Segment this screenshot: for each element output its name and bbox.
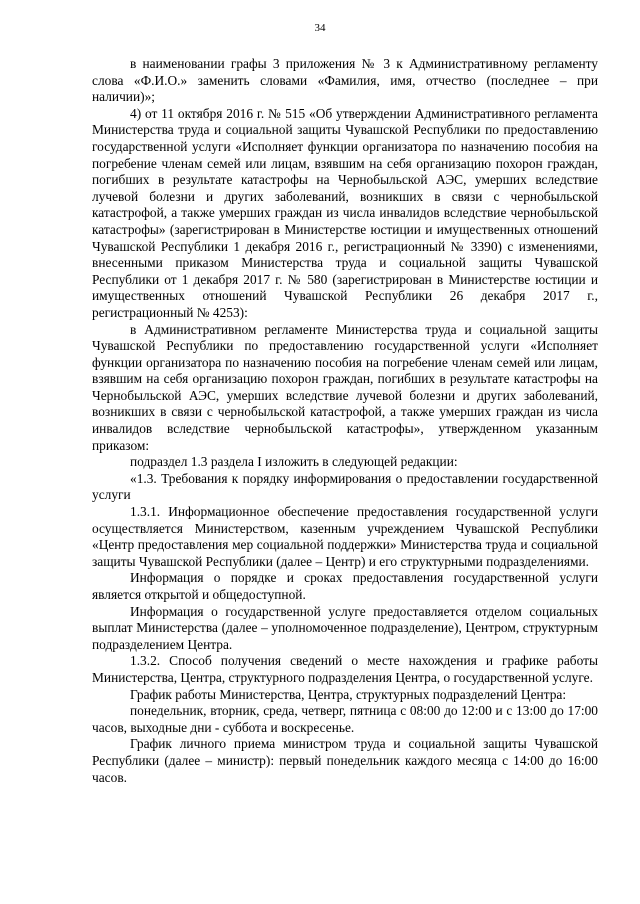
paragraph-1-3-2: 1.3.2. Способ получения сведений о месте нахождения и графике работы Министерства, Центра, структурного подразделения Центра, о государственной услуге. (92, 653, 598, 685)
document-body (92, 56, 598, 786)
page-number: 34 (314, 22, 326, 34)
paragraph-requirements-heading: «1.3. Требования к порядку информирования о предоставлении государственной услуги (92, 470, 598, 503)
paragraph-column-name-change: в наименовании графы 3 приложения № 3 к Административному регламенту слова «Ф.И.О.» заменить словами «Фамилия, имя, отчество (последнее – при наличии)»; (92, 56, 598, 105)
paragraph-work-schedule: График работы Министерства, Центра, структурных подразделений Центра: (130, 686, 567, 702)
paragraph-admin-regulation: в Административном регламенте Министерства труда и социальной защиты Чувашской Республики по предоставлению государственной услуги «Исполняет функции организатора по назначению пособия на погребение членам семей или лицам, взявшим на себя организацию похорон граждан, погибших в результате катастрофы на Чернобыльской АЭС, умерших вследствие лучевой болезни и других заболеваний, возникших в связи с чернобыльской катастрофой, а также умерших граждан из числа инвалидов вследствие чернобыльской катастрофы», утвержденном указанным приказом: (92, 321, 598, 453)
paragraph-minister-reception: График личного приема министром труда и социальной защиты Чувашской Республики (далее – министр): первый понедельник каждого месяца с 14:00 до 16:00 часов. (92, 736, 598, 785)
paragraph-info-provided-by: Информация о государственной услуге предоставляется отделом социальных выплат Министерства (далее – уполномоченное подразделение), Центром, структурным подразделением Центра. (92, 603, 598, 652)
paragraph-work-hours: понедельник, вторник, среда, четверг, пятница с 08:00 до 12:00 и с 13:00 до 17:00 часов, выходные дни - суббота и воскресенье. (92, 703, 598, 735)
paragraph-subsection-1-3: подраздел 1.3 раздела I изложить в следующей редакции: (130, 454, 458, 470)
paragraph-order-515: 4) от 11 октября 2016 г. № 515 «Об утверждении Административного регламента Министерства труда и социальной защиты Чувашской Республики по предоставлению государственной услуги «Исполняет функции организатора по назначению пособия на погребение членам семей или лицам, взявшим на себя организацию похорон граждан, погибших в результате катастрофы на Чернобыльской АЭС, умерших вследствие лучевой болезни и других заболеваний, возникших в связи с чернобыльской катастрофой, а также умерших граждан из числа инвалидов вследствие чернобыльской катастрофы» (зарегистрирован в Министерстве юстиции и имущественных отношений Чувашской Республики 1 декабря 2016 г., регистрационный № 3390) с изменениями, внесенными приказом Министерства труда и социальной защиты Чувашской Республики от 1 декабря 2017 г. № 580 (зарегистрирован в Министерстве юстиции и имущественных отношений Чувашской Республики 26 декабря 2017 г., регистрационный № 4253): (92, 105, 598, 320)
paragraph-1-3-1: 1.3.1. Информационное обеспечение предоставления государственной услуги осуществляется Министерством, казенным учреждением Чувашской Республики «Центр предоставления мер социальной поддержки» Министерства труда и социальной защиты Чувашской Республики (далее – Центр) и его структурными подразделениями. (92, 504, 598, 569)
paragraph-info-open: Информация о порядке и сроках предоставления государственной услуги является открытой и общедоступной. (92, 570, 598, 602)
